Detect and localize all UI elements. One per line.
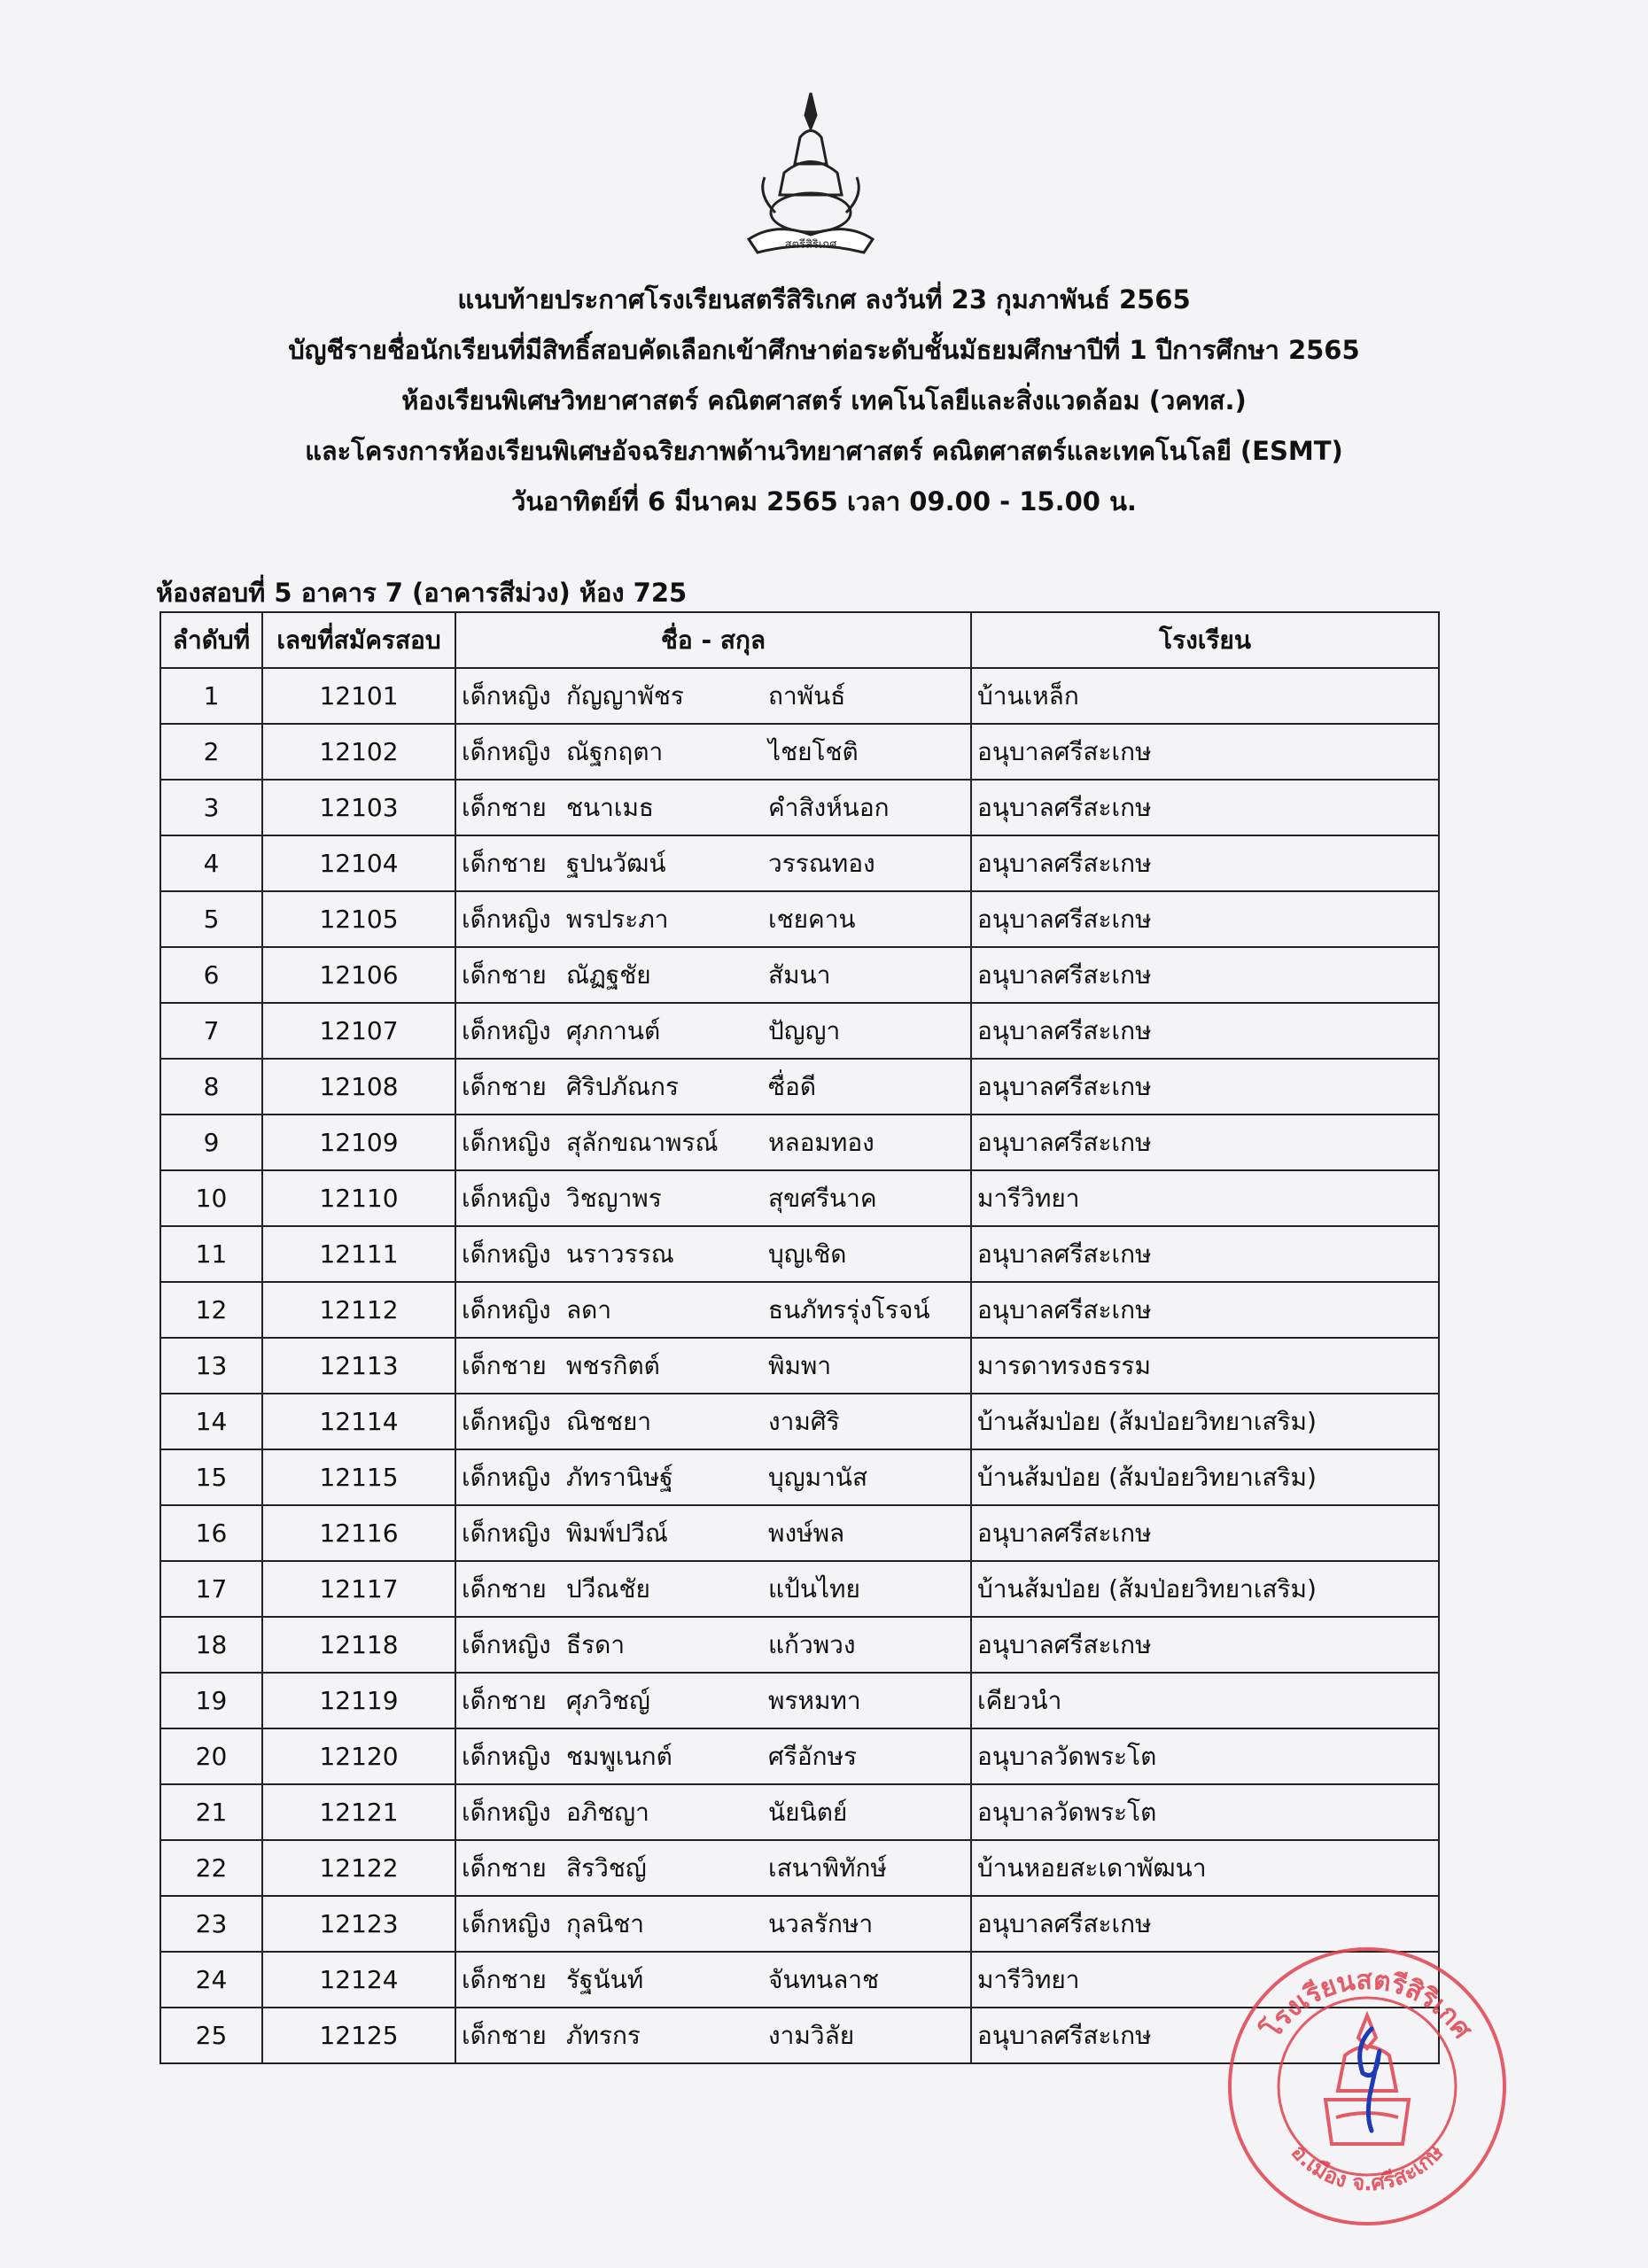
row-application-number: 12106 [262, 947, 455, 1003]
row-name-title: เด็กหญิง [462, 680, 551, 711]
row-order: 17 [160, 1561, 262, 1617]
table-row [160, 1561, 1439, 1617]
row-name-title: เด็กหญิง [462, 1183, 551, 1213]
row-first-name: ศุภกานต์ [566, 1015, 661, 1045]
row-full-name [455, 1505, 971, 1561]
row-last-name: บุญเชิด [768, 1239, 847, 1269]
row-name-title: เด็กชาย [462, 1852, 547, 1883]
row-school: อนุบาลศรีสะเกษ [971, 1226, 1439, 1282]
row-school: อนุบาลวัดพระโต [971, 1784, 1439, 1840]
row-application-number: 12111 [262, 1226, 455, 1282]
svg-text:อ.เมือง จ.ศรีสะเกษ [1287, 2140, 1449, 2195]
row-school: เคียวนำ [971, 1673, 1439, 1728]
row-order: 5 [160, 891, 262, 947]
row-application-number: 12117 [262, 1561, 455, 1617]
row-full-name [455, 1394, 971, 1449]
row-school: อนุบาลศรีสะเกษ [971, 835, 1439, 891]
row-first-name: สิรวิชญ์ [566, 1852, 647, 1883]
row-application-number: 12101 [262, 668, 455, 724]
row-school: อนุบาลศรีสะเกษ [971, 724, 1439, 780]
row-last-name: งามศิริ [768, 1406, 840, 1436]
row-school: มารดาทรงธรรม [971, 1338, 1439, 1394]
row-order: 22 [160, 1840, 262, 1896]
row-last-name: แป้นไทย [768, 1573, 860, 1604]
row-school: อนุบาลศรีสะเกษ [971, 1282, 1439, 1338]
row-first-name: ปวีณชัย [566, 1573, 650, 1604]
row-last-name: พงษ์พล [768, 1518, 845, 1548]
table-row [160, 947, 1439, 1003]
row-order: 13 [160, 1338, 262, 1394]
row-first-name: พรประภา [566, 904, 669, 934]
row-full-name [455, 1226, 971, 1282]
row-last-name: ไชยโชติ [768, 736, 859, 766]
row-school: อนุบาลศรีสะเกษ [971, 2008, 1439, 2063]
row-full-name [455, 1840, 971, 1896]
row-last-name: จันทนลาช [768, 1964, 880, 1994]
row-name-title: เด็กหญิง [462, 1797, 551, 1827]
row-last-name: วรรณทอง [768, 848, 875, 878]
row-school: มารีวิทยา [971, 1170, 1439, 1226]
row-name-title: เด็กหญิง [462, 1462, 551, 1492]
row-first-name: รัฐนันท์ [566, 1964, 644, 1994]
row-first-name: นราวรรณ [566, 1239, 674, 1269]
row-application-number: 12103 [262, 780, 455, 835]
stamp-bottom-text: อ.เมือง จ.ศรีสะเกษ [1286, 2140, 1449, 2196]
row-first-name: ธีรดา [566, 1629, 626, 1659]
table-row [160, 1338, 1439, 1394]
row-application-number: 12110 [262, 1170, 455, 1226]
row-first-name: ภัทรานิษฐ์ [566, 1462, 673, 1492]
row-last-name: นัยนิตย์ [768, 1797, 848, 1827]
row-first-name: ลดา [566, 1294, 612, 1324]
row-full-name [455, 668, 971, 724]
row-school: มารีวิทยา [971, 1952, 1439, 2008]
table-row [160, 1003, 1439, 1059]
row-first-name: พิมพ์ปวีณ์ [566, 1518, 668, 1548]
table-row [160, 1784, 1439, 1840]
row-name-title: เด็กชาย [462, 792, 547, 822]
school-seal-stamp-icon [1221, 1940, 1513, 2233]
row-application-number: 12104 [262, 835, 455, 891]
table-row [160, 668, 1439, 724]
row-name-title: เด็กหญิง [462, 1518, 551, 1548]
row-school: บ้านส้มป่อย (ส้มป่อยวิทยาเสริม) [971, 1561, 1439, 1617]
row-first-name: ชนาเมธ [566, 792, 654, 822]
row-last-name: คำสิงห์นอก [768, 792, 890, 822]
row-application-number: 12105 [262, 891, 455, 947]
row-first-name: วิชญาพร [566, 1183, 662, 1213]
row-school: อนุบาลศรีสะเกษ [971, 1115, 1439, 1170]
row-name-title: เด็กชาย [462, 1573, 547, 1604]
row-school: อนุบาลศรีสะเกษ [971, 1003, 1439, 1059]
row-last-name: นวลรักษา [768, 1908, 874, 1938]
row-application-number: 12122 [262, 1840, 455, 1896]
row-order: 15 [160, 1449, 262, 1505]
header-application-number: เลขที่สมัครสอบ [262, 612, 455, 668]
row-order: 7 [160, 1003, 262, 1059]
row-application-number: 12119 [262, 1673, 455, 1728]
row-full-name [455, 1449, 971, 1505]
row-full-name [455, 1952, 971, 2008]
row-application-number: 12113 [262, 1338, 455, 1394]
row-application-number: 12120 [262, 1728, 455, 1784]
row-full-name [455, 780, 971, 835]
row-order: 20 [160, 1728, 262, 1784]
row-last-name: เชยคาน [768, 904, 856, 934]
row-name-title: เด็กชาย [462, 1071, 547, 1101]
row-first-name: กัญญาพัชร [566, 680, 684, 711]
table-row [160, 1728, 1439, 1784]
row-last-name: พิมพา [768, 1350, 832, 1380]
row-full-name [455, 1728, 971, 1784]
row-full-name [455, 1170, 971, 1226]
row-last-name: หลอมทอง [768, 1127, 875, 1157]
row-school: บ้านส้มป่อย (ส้มป่อยวิทยาเสริม) [971, 1394, 1439, 1449]
row-school: อนุบาลศรีสะเกษ [971, 1059, 1439, 1115]
table-row [160, 1617, 1439, 1673]
table-header-row [160, 612, 1439, 668]
row-school: บ้านเหล็ก [971, 668, 1439, 724]
table-row [160, 1170, 1439, 1226]
row-full-name [455, 1561, 971, 1617]
row-last-name: พรหมทา [768, 1685, 861, 1715]
heading-line-2: บัญชีรายชื่อนักเรียนที่มีสิทธิ์สอบคัดเลือกเข้าศึกษาต่อระดับชั้นมัธยมศึกษาปีที่ 1 ปีการศึกษา 2565 [288, 335, 1360, 365]
row-application-number: 12102 [262, 724, 455, 780]
row-order: 11 [160, 1226, 262, 1282]
row-order: 6 [160, 947, 262, 1003]
row-order: 9 [160, 1115, 262, 1170]
row-application-number: 12125 [262, 2008, 455, 2063]
row-order: 8 [160, 1059, 262, 1115]
row-last-name: ศรีอักษร [768, 1741, 858, 1771]
row-first-name: ณัฏฐชัย [566, 959, 651, 990]
row-first-name: ภัทรกร [566, 2020, 641, 2050]
row-full-name [455, 891, 971, 947]
table-row [160, 1059, 1439, 1115]
row-first-name: ศิริปภัณกร [566, 1071, 680, 1101]
row-full-name [455, 1282, 971, 1338]
heading-line-4: และโครงการห้องเรียนพิเศษอัจฉริยภาพด้านวิทยาศาสตร์ คณิตศาสตร์และเทคโนโลยี (ESMT) [305, 436, 1343, 466]
row-last-name: สุขศรีนาค [768, 1183, 877, 1213]
row-name-title: เด็กหญิง [462, 1908, 551, 1938]
row-order: 4 [160, 835, 262, 891]
row-name-title: เด็กชาย [462, 1350, 547, 1380]
row-school: อนุบาลศรีสะเกษ [971, 891, 1439, 947]
stamp-top-text: โรงเรียนสตรีสิริเกศ [1255, 1964, 1479, 2045]
row-application-number: 12121 [262, 1784, 455, 1840]
row-first-name: ศุภวิชญ์ [566, 1685, 650, 1715]
row-order: 16 [160, 1505, 262, 1561]
row-application-number: 12115 [262, 1449, 455, 1505]
table-row [160, 724, 1439, 780]
row-name-title: เด็กหญิง [462, 904, 551, 934]
row-school: อนุบาลศรีสะเกษ [971, 780, 1439, 835]
row-full-name [455, 1673, 971, 1728]
row-full-name [455, 1896, 971, 1952]
row-full-name [455, 1784, 971, 1840]
row-name-title: เด็กหญิง [462, 1741, 551, 1771]
row-application-number: 12109 [262, 1115, 455, 1170]
row-application-number: 12124 [262, 1952, 455, 2008]
table-row [160, 1394, 1439, 1449]
heading-line-1: แนบท้ายประกาศโรงเรียนสตรีสิริเกศ ลงวันที่ 23 กุมภาพันธ์ 2565 [457, 284, 1191, 315]
table-row [160, 1115, 1439, 1170]
table-row [160, 780, 1439, 835]
row-application-number: 12116 [262, 1505, 455, 1561]
table-body [160, 668, 1439, 2063]
row-last-name: บุญมานัส [768, 1462, 868, 1492]
row-order: 21 [160, 1784, 262, 1840]
row-last-name: ถาพันธ์ [768, 680, 846, 711]
document-heading [0, 275, 1648, 527]
row-order: 3 [160, 780, 262, 835]
row-full-name [455, 724, 971, 780]
row-full-name [455, 1059, 971, 1115]
row-order: 25 [160, 2008, 262, 2063]
row-school: อนุบาลศรีสะเกษ [971, 1896, 1439, 1952]
header-order: ลำดับที่ [160, 612, 262, 668]
row-first-name: กุลนิชา [566, 1908, 644, 1938]
exam-room-title: ห้องสอบที่ 5 อาคาร 7 (อาคารสีม่วง) ห้อง 725 [156, 578, 688, 608]
row-first-name: ชมพูเนกต์ [566, 1741, 672, 1771]
header-full-name: ชื่อ - สกุล [455, 612, 971, 668]
row-first-name: ฐปนวัฒน์ [566, 848, 666, 878]
row-first-name: พชรกิตต์ [566, 1350, 660, 1380]
row-name-title: เด็กหญิง [462, 736, 551, 766]
row-last-name: สัมนา [768, 959, 831, 990]
row-order: 24 [160, 1952, 262, 2008]
row-name-title: เด็กชาย [462, 2020, 547, 2050]
row-name-title: เด็กหญิง [462, 1629, 551, 1659]
row-school: อนุบาลศรีสะเกษ [971, 947, 1439, 1003]
row-full-name [455, 2008, 971, 2063]
table-row [160, 1226, 1439, 1282]
row-application-number: 12123 [262, 1896, 455, 1952]
row-order: 10 [160, 1170, 262, 1226]
row-name-title: เด็กหญิง [462, 1294, 551, 1324]
row-school: อนุบาลวัดพระโต [971, 1728, 1439, 1784]
table-row [160, 1840, 1439, 1896]
row-last-name: แก้วพวง [768, 1629, 856, 1659]
row-last-name: งามวิลัย [768, 2020, 855, 2050]
row-first-name: ณัฐกฤตา [566, 736, 664, 766]
table-row [160, 891, 1439, 947]
row-order: 23 [160, 1896, 262, 1952]
row-first-name: สุลักขณาพรณ์ [566, 1127, 719, 1157]
row-order: 14 [160, 1394, 262, 1449]
row-last-name: ธนภัทรรุ่งโรจน์ [768, 1294, 930, 1324]
row-order: 1 [160, 668, 262, 724]
row-last-name: เสนาพิทักษ์ [768, 1852, 887, 1883]
table-row [160, 1449, 1439, 1505]
row-school: บ้านส้มป่อย (ส้มป่อยวิทยาเสริม) [971, 1449, 1439, 1505]
row-full-name [455, 835, 971, 891]
row-name-title: เด็กหญิง [462, 1015, 551, 1045]
row-order: 12 [160, 1282, 262, 1338]
table-row [160, 1282, 1439, 1338]
row-application-number: 12107 [262, 1003, 455, 1059]
row-last-name: ปัญญา [768, 1015, 841, 1045]
row-last-name: ซื่อดี [768, 1071, 817, 1101]
row-school: อนุบาลศรีสะเกษ [971, 1617, 1439, 1673]
row-name-title: เด็กชาย [462, 1685, 547, 1715]
row-name-title: เด็กชาย [462, 848, 547, 878]
row-school: บ้านหอยสะเดาพัฒนา [971, 1840, 1439, 1896]
row-full-name [455, 1617, 971, 1673]
row-name-title: เด็กหญิง [462, 1127, 551, 1157]
row-name-title: เด็กหญิง [462, 1239, 551, 1269]
emblem-banner-text: สตรีสิริเกศ [784, 238, 837, 252]
row-full-name [455, 1003, 971, 1059]
row-full-name [455, 947, 971, 1003]
heading-line-5: วันอาทิตย์ที่ 6 มีนาคม 2565 เวลา 09.00 - 15.00 น. [511, 486, 1137, 517]
row-name-title: เด็กชาย [462, 1964, 547, 1994]
row-order: 19 [160, 1673, 262, 1728]
row-order: 2 [160, 724, 262, 780]
row-first-name: ณิชชยา [566, 1406, 652, 1436]
row-name-title: เด็กหญิง [462, 1406, 551, 1436]
table-row [160, 835, 1439, 891]
heading-line-3: ห้องเรียนพิเศษวิทยาศาสตร์ คณิตศาสตร์ เทคโนโลยีและสิ่งแวดล้อม (วคทส.) [401, 385, 1247, 416]
row-application-number: 12112 [262, 1282, 455, 1338]
row-name-title: เด็กชาย [462, 959, 547, 990]
royal-crown-emblem-icon [731, 89, 890, 266]
row-full-name [455, 1338, 971, 1394]
row-application-number: 12118 [262, 1617, 455, 1673]
row-application-number: 12114 [262, 1394, 455, 1449]
header-school: โรงเรียน [971, 612, 1439, 668]
table-row [160, 1673, 1439, 1728]
row-order: 18 [160, 1617, 262, 1673]
row-school: อนุบาลศรีสะเกษ [971, 1505, 1439, 1561]
table-row [160, 1505, 1439, 1561]
student-roster-table [159, 611, 1440, 2064]
row-first-name: อภิชญา [566, 1797, 649, 1827]
row-application-number: 12108 [262, 1059, 455, 1115]
row-full-name [455, 1115, 971, 1170]
